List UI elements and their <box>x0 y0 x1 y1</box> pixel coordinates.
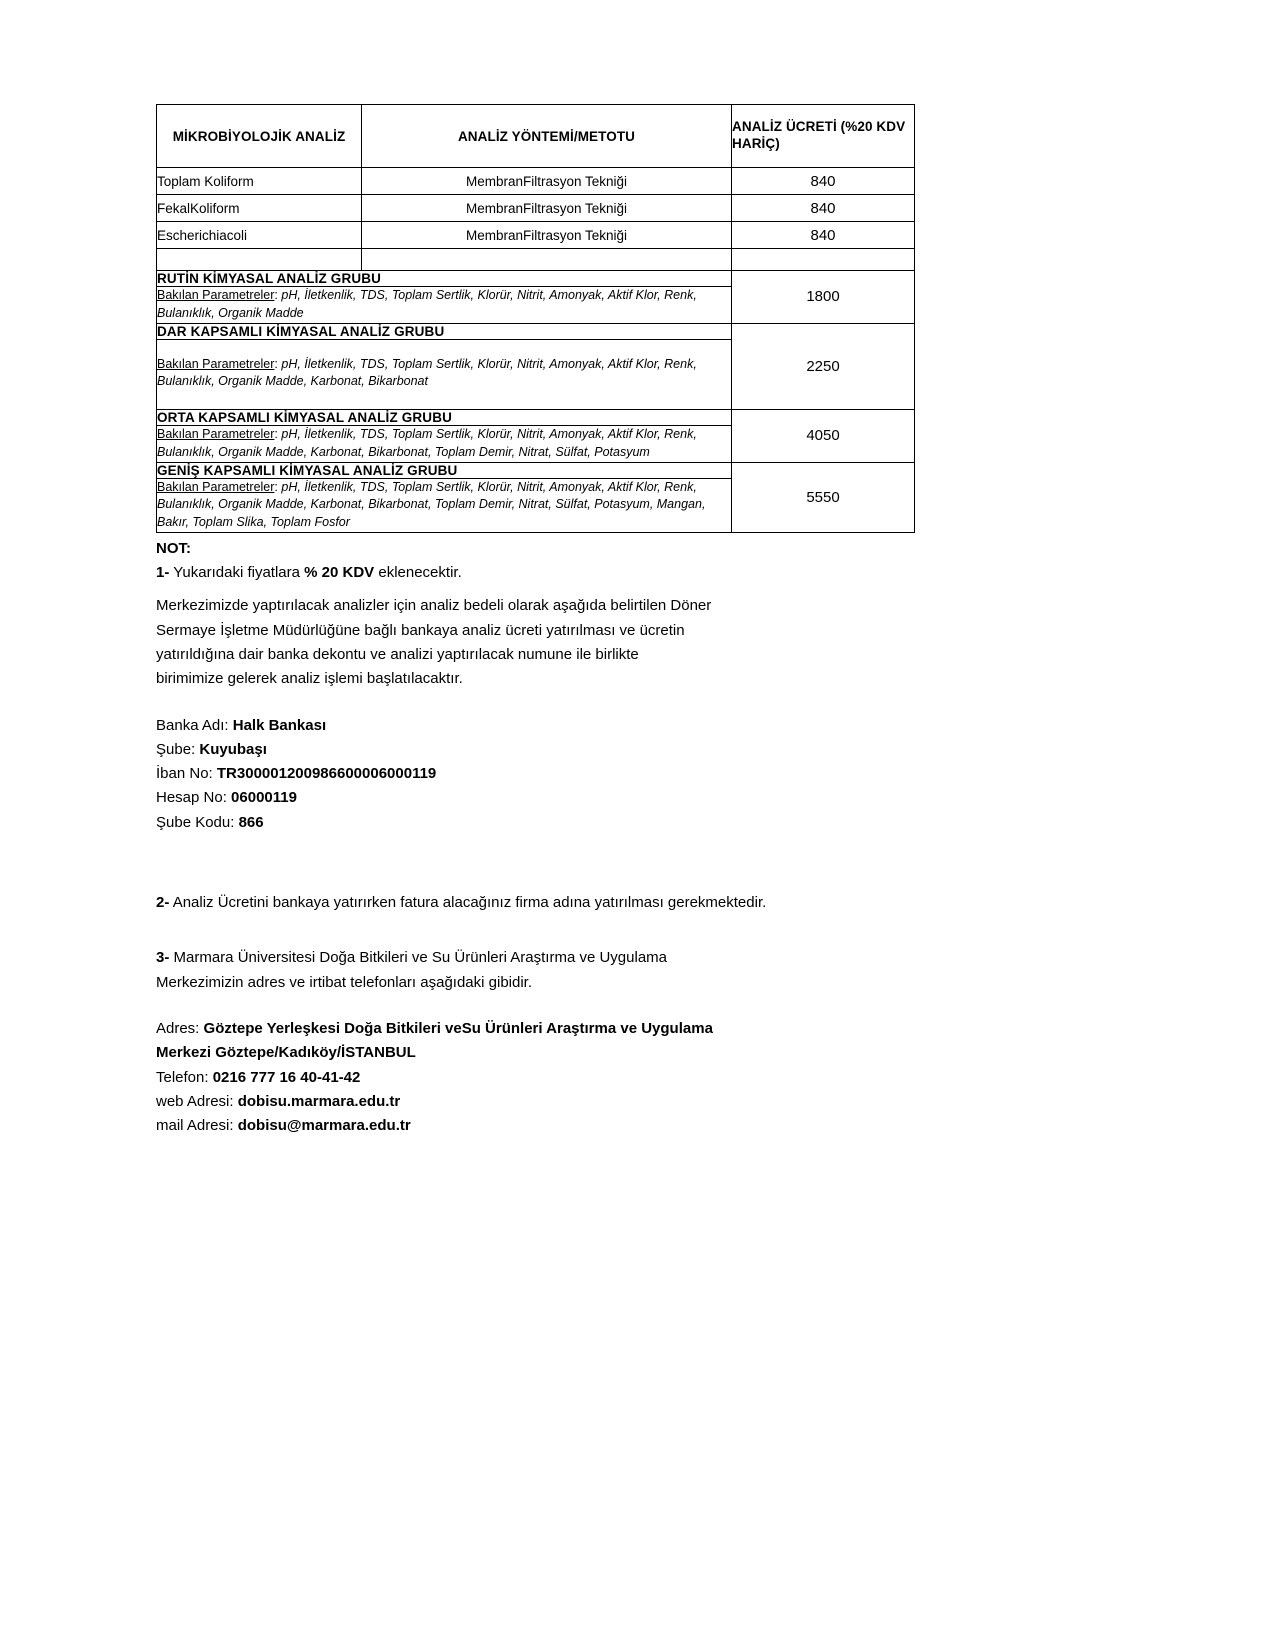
parameters-value: pH, İletkenlik, TDS, Toplam Sertlik, Klorür, Nitrit, Amonyak, Aktif Klor, Renk, Bulanıklık, Organik Madde, Karbonat, Bikarbonat, Toplam Demir, Nitrat, Sülfat, Potasyum, Mangan, Bakır, Toplam Slika, Toplam Fosfor <box>157 479 706 529</box>
analysis-price: 840 <box>732 222 915 249</box>
phone-value: 0216 777 16 40-41-42 <box>212 1068 361 1086</box>
parameters-label: Bakılan Parametreler <box>157 356 275 371</box>
analysis-price: 840 <box>732 168 915 195</box>
group-title-row <box>157 410 915 426</box>
note-item-3-line-1 <box>156 946 916 970</box>
analysis-name: Escherichiacoli <box>157 222 362 249</box>
analysis-name: Toplam Koliform <box>157 168 362 195</box>
web-row <box>156 1090 916 1114</box>
note-1-vat: % 20 KDV <box>304 564 375 582</box>
spacer <box>156 585 916 594</box>
mail-value[interactable]: dobisu@marmara.edu.tr <box>237 1117 411 1135</box>
note-1-text-after: eklenecektir. <box>374 564 462 582</box>
payment-paragraph-line-2: Sermaye İşletme Müdürlüğüne bağlı bankaya analiz ücreti yatırılması ve ücretin <box>156 621 685 639</box>
group-price: 1800 <box>732 271 915 324</box>
group-price: 5550 <box>732 462 915 532</box>
bank-iban-value: TR300001200986600006000119 <box>216 765 437 783</box>
bank-iban-label: İban No: <box>156 765 213 783</box>
notes-heading: NOT: <box>156 539 191 557</box>
contact-details-block <box>156 1017 916 1138</box>
analysis-price-table <box>156 104 915 533</box>
table-spacer-row <box>157 249 915 271</box>
bank-branch-row <box>156 738 916 762</box>
table-row <box>157 222 915 249</box>
group-title-row <box>157 271 915 287</box>
group-parameters <box>157 339 732 410</box>
parameters-value: pH, İletkenlik, TDS, Toplam Sertlik, Klorür, Nitrit, Amonyak, Aktif Klor, Renk, Bulanıklık, Organik Madde, Karbonat, Bikarbonat, Toplam Demir, Nitrat, Sülfat, Potasyum <box>157 427 697 459</box>
bank-branch-code-label: Şube Kodu: <box>156 813 235 831</box>
group-parameters <box>157 426 732 463</box>
group-parameters <box>157 478 732 532</box>
analysis-method: MembranFiltrasyon Tekniği <box>362 222 732 249</box>
spacer <box>156 937 916 946</box>
mail-label: mail Adresi: <box>156 1117 234 1135</box>
bank-name-value: Halk Bankası <box>232 716 327 734</box>
spacer-cell <box>732 249 915 271</box>
note-item-1 <box>156 561 916 585</box>
bank-branch-code-row <box>156 811 916 835</box>
phone-label: Telefon: <box>156 1068 209 1086</box>
bank-branch-code-value: 866 <box>238 813 264 831</box>
bank-name-row <box>156 714 916 738</box>
address-value-line-1: Göztepe Yerleşkesi Doğa Bitkileri veSu Ürünleri Araştırma ve Uygulama <box>203 1019 713 1037</box>
table-header-row <box>157 105 915 168</box>
analysis-method: MembranFiltrasyon Tekniği <box>362 195 732 222</box>
note-3-text-line-1: Marmara Üniversitesi Doğa Bitkileri ve Su Ürünleri Araştırma ve Uygulama <box>173 949 668 967</box>
note-3-number: 3- <box>156 949 170 967</box>
note-item-2 <box>156 891 916 915</box>
table-row <box>157 195 915 222</box>
payment-paragraph-line-3: yatırıldığına dair banka dekontu ve analizi yaptırılacak numune ile birlikte <box>156 645 639 663</box>
parameters-colon: : <box>274 479 282 494</box>
bank-account-value: 06000119 <box>231 789 297 807</box>
address-label: Adres: <box>156 1019 200 1037</box>
group-parameters <box>157 287 732 324</box>
analysis-method: MembranFiltrasyon Tekniği <box>362 168 732 195</box>
web-label: web Adresi: <box>156 1092 234 1110</box>
parameters-colon: : <box>274 356 282 371</box>
spacer-cell <box>157 249 362 271</box>
group-title: DAR KAPSAMLI KİMYASAL ANALİZ GRUBU <box>157 323 732 339</box>
spacer <box>156 915 916 937</box>
column-header-analysis-method: ANALİZ YÖNTEMİ/METOTU <box>362 105 732 168</box>
table-body <box>157 168 915 533</box>
parameters-value: pH, İletkenlik, TDS, Toplam Sertlik, Klorür, Nitrit, Amonyak, Aktif Klor, Renk, Bulanıklık, Organik Madde <box>157 288 697 320</box>
payment-paragraph-line-4: birimimize gelerek analiz işlemi başlatılacaktır. <box>156 670 463 688</box>
parameters-colon: : <box>274 288 282 302</box>
group-title-row <box>157 323 915 339</box>
note-1-number: 1- <box>156 564 170 582</box>
spacer <box>156 995 916 1017</box>
group-price: 2250 <box>732 323 915 410</box>
bank-account-row <box>156 786 916 810</box>
group-title: GENİŞ KAPSAMLI KİMYASAL ANALİZ GRUBU <box>157 462 732 478</box>
column-header-microbiological-analysis: MİKROBİYOLOJİK ANALİZ <box>157 105 362 168</box>
payment-paragraph-line-1: Merkezimizde yaptırılacak analizler için analiz bedeli olarak aşağıda belirtilen Döner <box>156 597 712 615</box>
bank-branch-value: Kuyubaşı <box>199 740 267 758</box>
note-item-3-line-2: Merkezimizin adres ve irtibat telefonları aşağıdaki gibidir. <box>156 973 533 991</box>
note-1-text-before: Yukarıdaki fiyatlara <box>173 564 305 582</box>
bank-account-label: Hesap No: <box>156 789 227 807</box>
bank-name-label: Banka Adı: <box>156 716 229 734</box>
group-title: RUTİN KİMYASAL ANALİZ GRUBU <box>157 271 732 287</box>
bank-branch-label: Şube: <box>156 740 196 758</box>
address-value-line-2: Merkezi Göztepe/Kadıköy/İSTANBUL <box>156 1044 416 1062</box>
group-title-row <box>157 462 915 478</box>
parameters-value: pH, İletkenlik, TDS, Toplam Sertlik, Klorür, Nitrit, Amonyak, Aktif Klor, Renk, Bulanıklık, Organik Madde, Karbonat, Bikarbonat <box>157 356 697 389</box>
table-row <box>157 168 915 195</box>
note-2-text: Analiz Ücretini bankaya yatırırken fatura alacağınız firma adına yatırılması gerekmektedir. <box>172 894 767 912</box>
parameters-label: Bakılan Parametreler <box>157 288 275 302</box>
parameters-colon: : <box>274 427 282 441</box>
parameters-label: Bakılan Parametreler <box>157 427 275 441</box>
table-header <box>157 105 915 168</box>
spacer <box>156 692 916 714</box>
parameters-label: Bakılan Parametreler <box>157 479 275 494</box>
address-row <box>156 1017 916 1041</box>
spacer-cell <box>362 249 732 271</box>
document-content <box>156 104 916 1138</box>
mail-row <box>156 1114 916 1138</box>
spacer <box>156 869 916 891</box>
phone-row <box>156 1066 916 1090</box>
bank-iban-row <box>156 762 916 786</box>
column-header-analysis-fee: ANALİZ ÜCRETİ (%20 KDV HARİÇ) <box>732 105 915 168</box>
analysis-name: FekalKoliform <box>157 195 362 222</box>
bank-details-block <box>156 714 916 835</box>
group-price: 4050 <box>732 410 915 463</box>
note-2-number: 2- <box>156 894 170 912</box>
group-title: ORTA KAPSAMLI KİMYASAL ANALİZ GRUBU <box>157 410 732 426</box>
notes-section <box>156 537 916 1139</box>
web-value[interactable]: dobisu.marmara.edu.tr <box>237 1092 401 1110</box>
spacer <box>156 835 916 869</box>
analysis-price: 840 <box>732 195 915 222</box>
